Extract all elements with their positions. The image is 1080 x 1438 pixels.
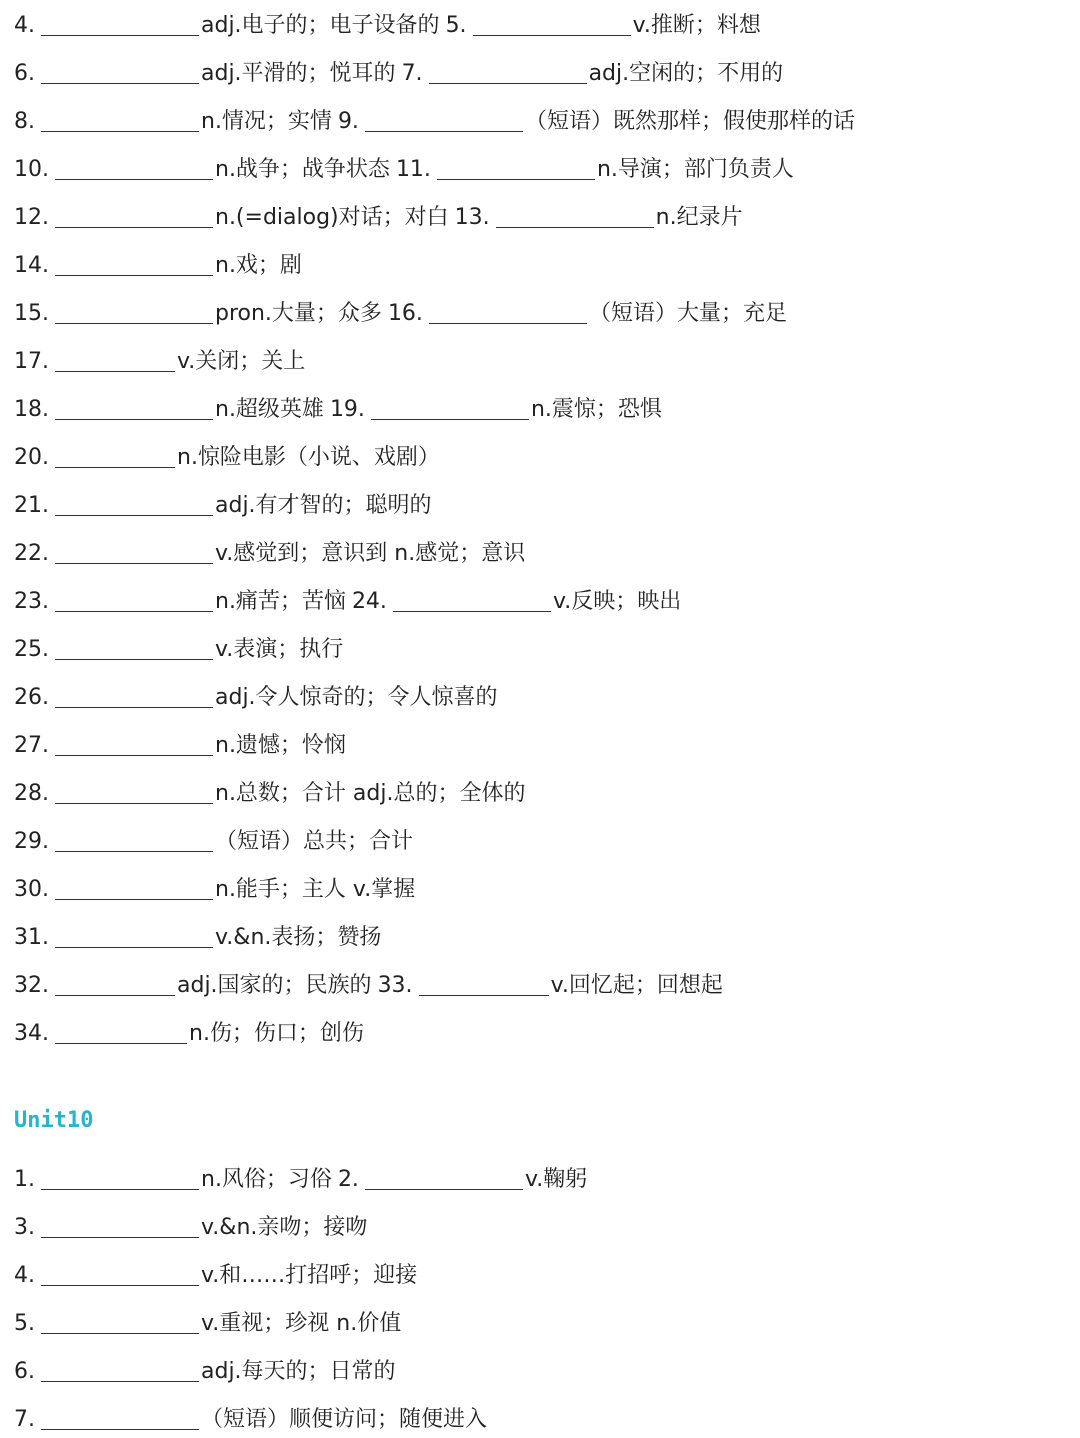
definition-text: adj.有才智的；聪明的 bbox=[215, 493, 432, 518]
answer-blank[interactable] bbox=[55, 729, 213, 756]
definition-text: v.反映；映出 bbox=[552, 589, 682, 614]
definition-text: n.遗憾；怜悯 bbox=[215, 733, 346, 758]
vocab-row bbox=[14, 384, 668, 424]
definition-text: v.回忆起；回想起 bbox=[550, 973, 723, 998]
item-number: 19. bbox=[329, 397, 365, 422]
answer-blank[interactable] bbox=[41, 1163, 199, 1190]
item-number: 23. bbox=[14, 589, 49, 614]
item-number: 5. bbox=[14, 1311, 35, 1336]
vocab-row bbox=[14, 1394, 493, 1434]
vocab-row bbox=[14, 336, 311, 376]
answer-blank[interactable] bbox=[41, 1355, 199, 1382]
item-number: 26. bbox=[14, 685, 49, 710]
definition-text: n.超级英雄 bbox=[215, 397, 324, 422]
item-number: 18. bbox=[14, 397, 49, 422]
answer-blank[interactable] bbox=[365, 1163, 523, 1190]
answer-blank[interactable] bbox=[55, 585, 213, 612]
definition-text: n.战争；战争状态 bbox=[215, 157, 390, 182]
answer-blank[interactable] bbox=[41, 9, 199, 36]
definition-text: （短语）总共；合计 bbox=[215, 829, 414, 854]
item-number: 27. bbox=[14, 733, 49, 758]
vocab-row bbox=[14, 768, 531, 808]
definition-text: adj.空闲的；不用的 bbox=[588, 61, 784, 86]
item-number: 7. bbox=[14, 1407, 35, 1432]
vocab-row bbox=[14, 1202, 373, 1242]
item-number: 31. bbox=[14, 925, 49, 950]
vocab-row bbox=[14, 1250, 423, 1290]
vocab-row bbox=[14, 720, 352, 760]
item-number: 7. bbox=[401, 61, 423, 86]
vocab-row bbox=[14, 288, 793, 328]
definition-text: n.情况；实情 bbox=[201, 109, 332, 134]
answer-blank[interactable] bbox=[55, 153, 213, 180]
vocab-row bbox=[14, 480, 438, 520]
vocab-row bbox=[14, 1154, 593, 1194]
definition-text: n.导演；部门负责人 bbox=[596, 157, 794, 182]
vocab-row bbox=[14, 528, 531, 568]
answer-blank[interactable] bbox=[55, 873, 213, 900]
answer-blank[interactable] bbox=[419, 969, 549, 996]
definition-text: n.痛苦；苦恼 bbox=[215, 589, 346, 614]
answer-blank[interactable] bbox=[429, 297, 587, 324]
answer-blank[interactable] bbox=[55, 1017, 187, 1044]
answer-blank[interactable] bbox=[393, 585, 551, 612]
answer-blank[interactable] bbox=[55, 537, 213, 564]
definition-text: v.推断；料想 bbox=[632, 13, 761, 38]
item-number: 12. bbox=[14, 205, 49, 230]
vocab-row bbox=[14, 192, 749, 232]
answer-blank[interactable] bbox=[55, 393, 213, 420]
definition-text: v.感觉到；意识到 n.感觉；意识 bbox=[215, 541, 526, 566]
answer-blank[interactable] bbox=[55, 297, 213, 324]
vocab-row bbox=[14, 0, 767, 40]
definition-text: n.纪录片 bbox=[655, 205, 743, 230]
item-number: 4. bbox=[14, 13, 35, 38]
item-number: 25. bbox=[14, 637, 49, 662]
answer-blank[interactable] bbox=[55, 681, 213, 708]
answer-blank[interactable] bbox=[41, 1307, 199, 1334]
vocab-row bbox=[14, 1008, 370, 1048]
item-number: 28. bbox=[14, 781, 49, 806]
definition-text: adj.电子的；电子设备的 bbox=[201, 13, 440, 38]
definition-text: n.震惊；恐惧 bbox=[530, 397, 662, 422]
vocab-row bbox=[14, 576, 687, 616]
definition-text: adj.国家的；民族的 bbox=[177, 973, 372, 998]
item-number: 14. bbox=[14, 253, 49, 278]
answer-blank[interactable] bbox=[41, 105, 199, 132]
unit10-title: Unit10 bbox=[14, 1108, 94, 1133]
definition-text: v.和……打招呼；迎接 bbox=[201, 1263, 418, 1288]
definition-text: adj.每天的；日常的 bbox=[201, 1359, 396, 1384]
item-number: 17. bbox=[14, 349, 49, 374]
definition-text: pron.大量；众多 bbox=[215, 301, 382, 326]
vocab-row bbox=[14, 240, 308, 280]
vocab-row bbox=[14, 912, 387, 952]
item-number: 20. bbox=[14, 445, 49, 470]
vocab-row bbox=[14, 144, 800, 184]
item-number: 4. bbox=[14, 1263, 35, 1288]
vocab-row bbox=[14, 672, 504, 712]
answer-blank[interactable] bbox=[473, 9, 631, 36]
answer-blank[interactable] bbox=[41, 1259, 199, 1286]
vocab-row bbox=[14, 624, 349, 664]
definition-text: v.&n.表扬；赞扬 bbox=[215, 925, 382, 950]
vocab-row bbox=[14, 432, 446, 472]
answer-blank[interactable] bbox=[55, 201, 213, 228]
answer-blank[interactable] bbox=[41, 1403, 199, 1430]
answer-blank[interactable] bbox=[41, 1211, 199, 1238]
answer-blank[interactable] bbox=[55, 489, 213, 516]
vocab-row bbox=[14, 48, 789, 88]
item-number: 22. bbox=[14, 541, 49, 566]
answer-blank[interactable] bbox=[429, 57, 587, 84]
vocab-row bbox=[14, 960, 729, 1000]
item-number: 6. bbox=[14, 61, 35, 86]
answer-blank[interactable] bbox=[496, 201, 654, 228]
item-number: 2. bbox=[337, 1167, 359, 1192]
item-number: 16. bbox=[387, 301, 423, 326]
vocab-row bbox=[14, 864, 421, 904]
item-number: 11. bbox=[395, 157, 431, 182]
item-number: 6. bbox=[14, 1359, 35, 1384]
answer-blank[interactable] bbox=[55, 633, 213, 660]
item-number: 24. bbox=[351, 589, 387, 614]
item-number: 10. bbox=[14, 157, 49, 182]
definition-text: adj.令人惊奇的；令人惊喜的 bbox=[215, 685, 498, 710]
answer-blank[interactable] bbox=[55, 969, 175, 996]
definition-text: v.鞠躬 bbox=[524, 1167, 588, 1192]
answer-blank[interactable] bbox=[365, 105, 523, 132]
item-number: 15. bbox=[14, 301, 49, 326]
item-number: 3. bbox=[14, 1215, 35, 1240]
definition-text: （短语）大量；充足 bbox=[588, 301, 787, 326]
vocab-row bbox=[14, 816, 419, 856]
item-number: 8. bbox=[14, 109, 35, 134]
item-number: 1. bbox=[14, 1167, 35, 1192]
definition-text: n.伤；伤口；创伤 bbox=[189, 1021, 364, 1046]
answer-blank[interactable] bbox=[437, 153, 595, 180]
item-number: 33. bbox=[377, 973, 413, 998]
definition-text: v.关闭；关上 bbox=[177, 349, 306, 374]
definition-text: n.能手；主人 v.掌握 bbox=[215, 877, 416, 902]
answer-blank[interactable] bbox=[55, 345, 175, 372]
definition-text: n.惊险电影（小说、戏剧） bbox=[177, 445, 440, 470]
answer-blank[interactable] bbox=[371, 393, 529, 420]
item-number: 34. bbox=[14, 1021, 49, 1046]
answer-blank[interactable] bbox=[55, 825, 213, 852]
item-number: 30. bbox=[14, 877, 49, 902]
definition-text: v.表演；执行 bbox=[215, 637, 344, 662]
item-number: 32. bbox=[14, 973, 49, 998]
vocab-row bbox=[14, 1298, 407, 1338]
answer-blank[interactable] bbox=[55, 921, 213, 948]
item-number: 9. bbox=[337, 109, 359, 134]
definition-text: n.风俗；习俗 bbox=[201, 1167, 332, 1192]
definition-text: v.重视；珍视 n.价值 bbox=[201, 1311, 402, 1336]
item-number: 29. bbox=[14, 829, 49, 854]
definition-text: （短语）既然那样；假使那样的话 bbox=[524, 109, 855, 134]
definition-text: n.(=dialog)对话；对白 bbox=[215, 205, 449, 230]
answer-blank[interactable] bbox=[55, 441, 175, 468]
definition-text: adj.平滑的；悦耳的 bbox=[201, 61, 396, 86]
answer-blank[interactable] bbox=[55, 777, 213, 804]
definition-text: n.戏；剧 bbox=[215, 253, 302, 278]
answer-blank[interactable] bbox=[41, 57, 199, 84]
item-number: 13. bbox=[454, 205, 490, 230]
definition-text: n.总数；合计 adj.总的；全体的 bbox=[215, 781, 526, 806]
vocab-row bbox=[14, 96, 861, 136]
definition-text: v.&n.亲吻；接吻 bbox=[201, 1215, 368, 1240]
item-number: 21. bbox=[14, 493, 49, 518]
item-number: 5. bbox=[445, 13, 467, 38]
definition-text: （短语）顺便访问；随便进入 bbox=[201, 1407, 488, 1432]
vocab-row bbox=[14, 1346, 402, 1386]
answer-blank[interactable] bbox=[55, 249, 213, 276]
